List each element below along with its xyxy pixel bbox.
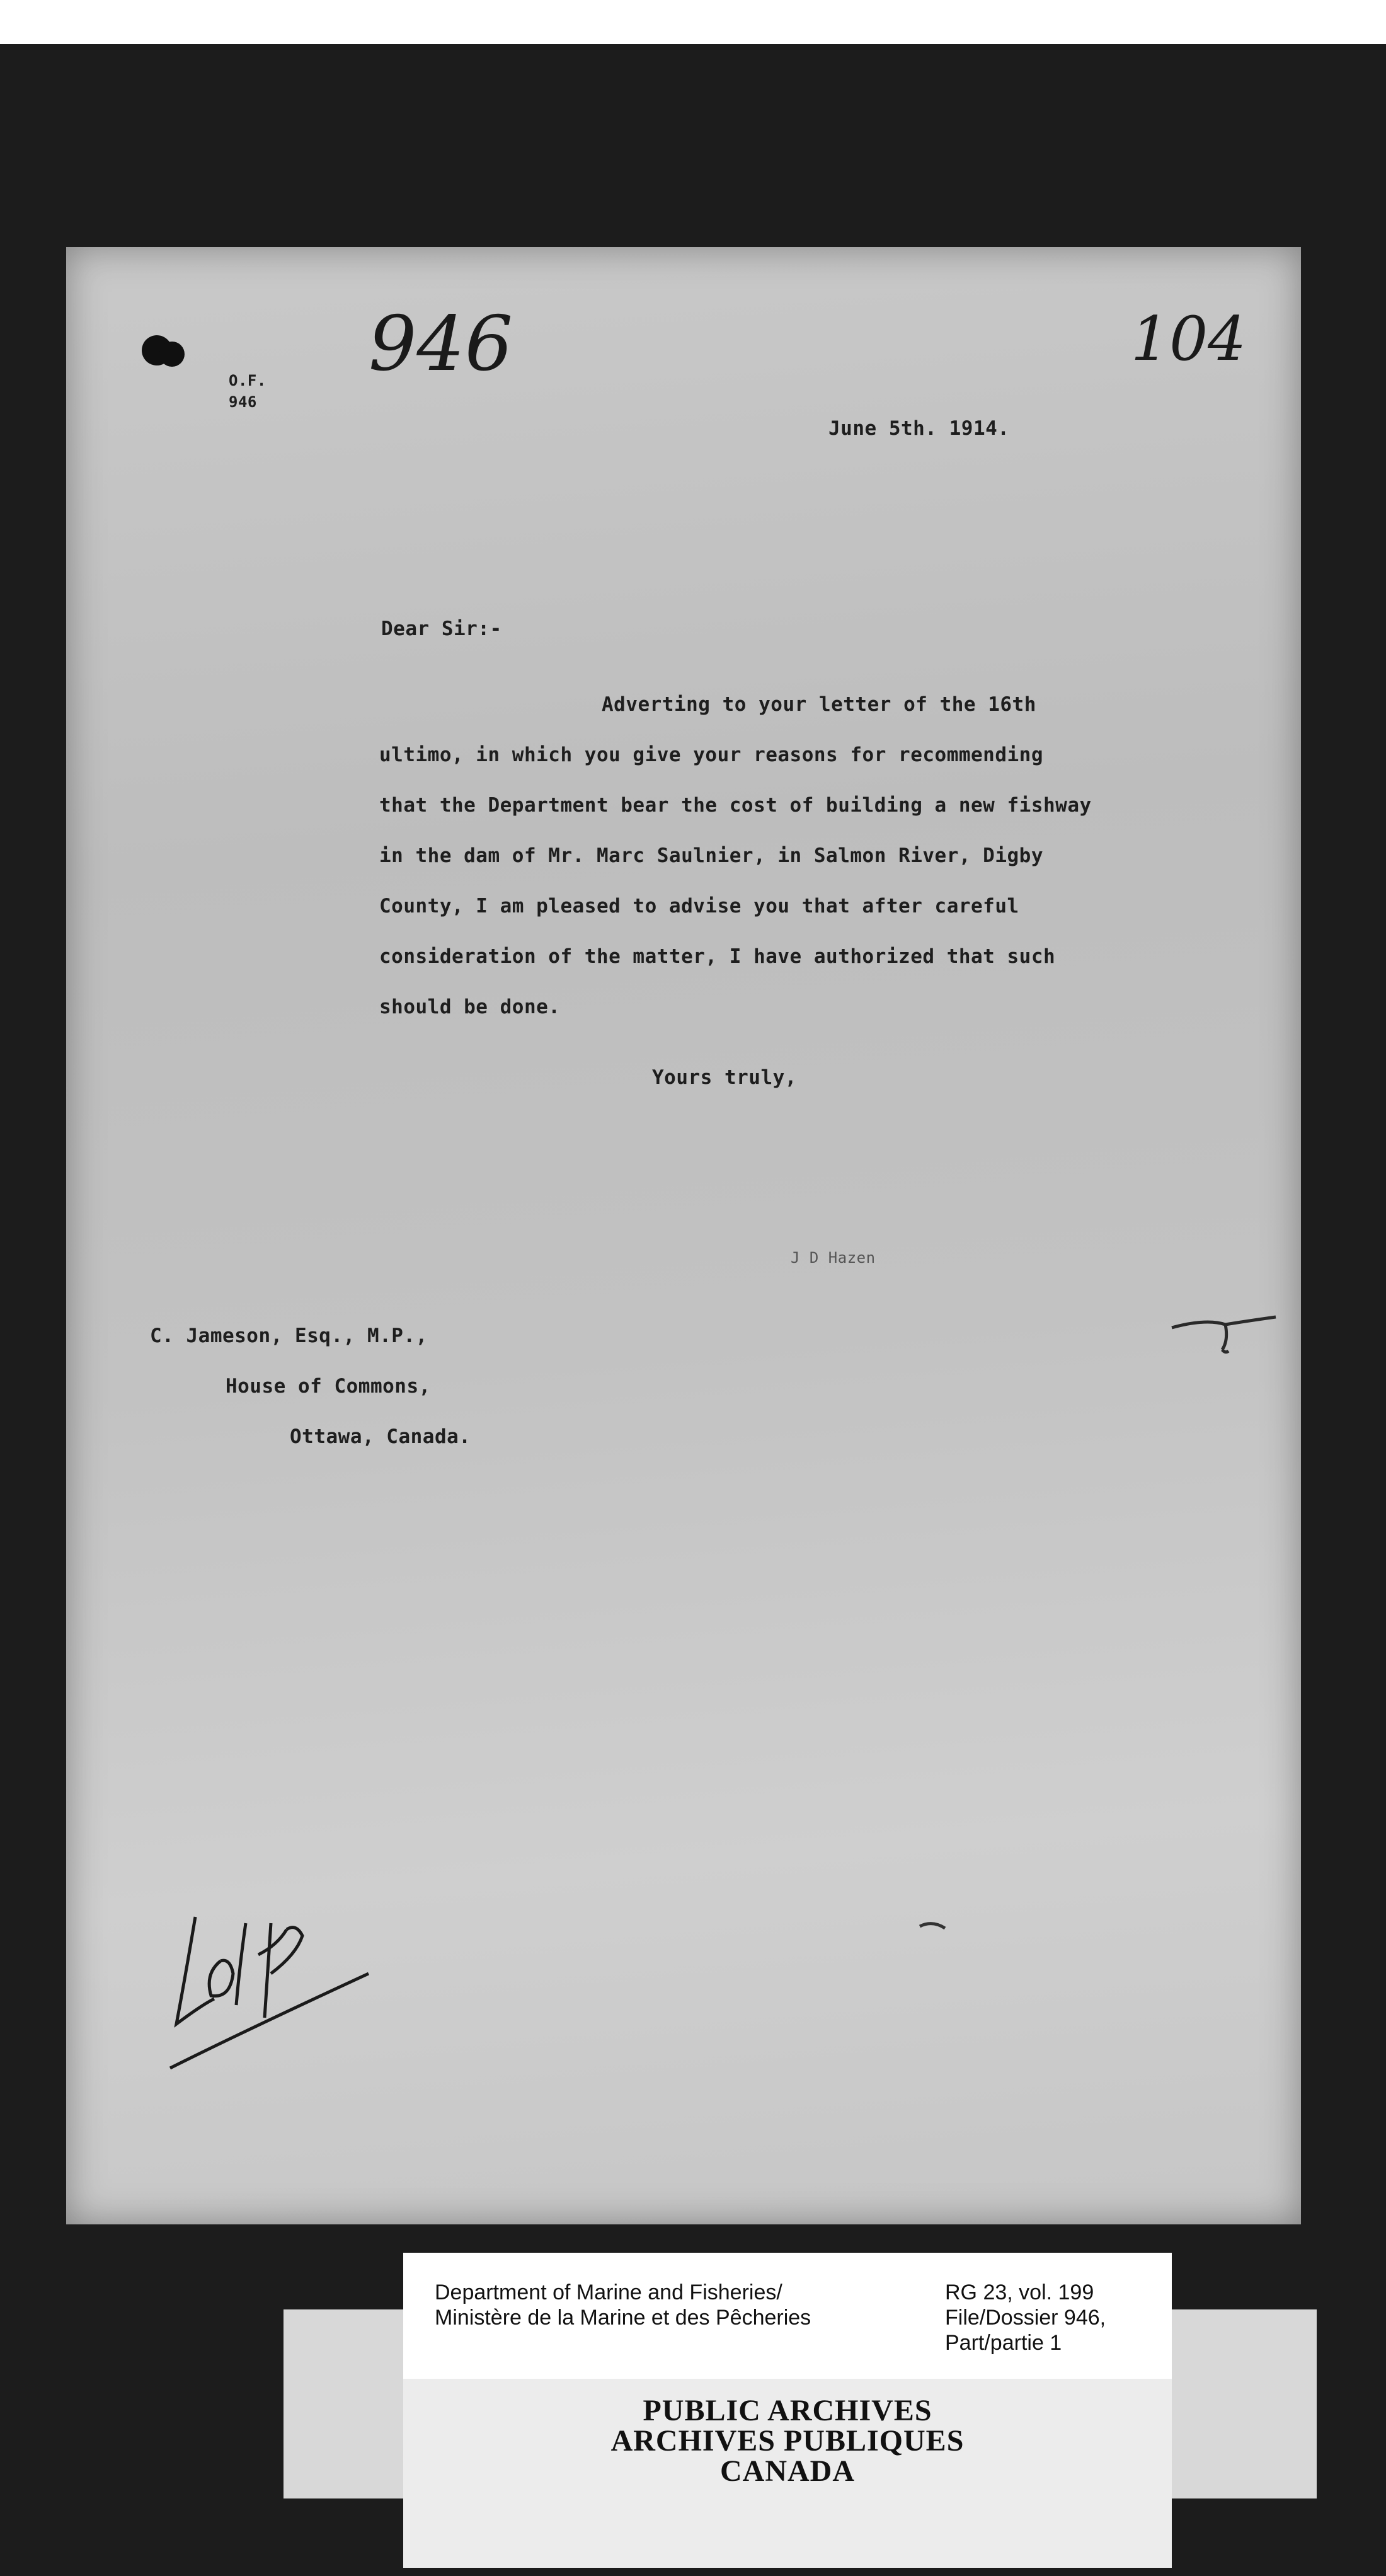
handwritten-initials: [151, 1879, 378, 2087]
stamp-line: PUBLIC ARCHIVES: [643, 2394, 932, 2427]
file-ref-line-2: 946: [229, 393, 257, 411]
body-line: in the dam of Mr. Marc Saulnier, in Salmon River, Digby: [379, 844, 1043, 867]
body-line: Adverting to your letter of the 16th: [602, 693, 1036, 716]
punch-hole: [159, 342, 185, 367]
handwritten-file-number: 946: [369, 301, 513, 388]
recipient-line: House of Commons,: [226, 1375, 431, 1398]
closing: Yours truly,: [652, 1066, 797, 1089]
record-group: RG 23, vol. 199: [945, 2280, 1094, 2304]
body-line: County, I am pleased to advise you that after careful: [379, 895, 1019, 917]
stamp-line: ARCHIVES PUBLIQUES: [610, 2424, 965, 2458]
file-ref-line-1: O.F.: [229, 372, 266, 389]
dept-name-en: Department of Marine and Fisheries/: [435, 2280, 782, 2304]
body-line: should be done.: [379, 996, 561, 1018]
file-dossier: File/Dossier 946,: [945, 2306, 1106, 2330]
signature: J D Hazen: [791, 1249, 876, 1267]
recipient-line: Ottawa, Canada.: [290, 1425, 471, 1448]
stamp-line: CANADA: [720, 2454, 855, 2488]
letter-date: June 5th. 1914.: [828, 417, 1010, 440]
body-line: that the Department bear the cost of building a new fishway: [379, 794, 1092, 817]
ink-speck: [917, 1917, 954, 1936]
pencil-check-mark: [1169, 1312, 1282, 1362]
dept-name-fr: Ministère de la Marine et des Pêcheries: [435, 2306, 811, 2330]
salutation: Dear Sir:-: [381, 618, 502, 640]
body-line: ultimo, in which you give your reasons for recommending: [379, 744, 1043, 766]
letter-sheet: [66, 247, 1301, 2224]
handwritten-page-number: 104: [1131, 304, 1247, 374]
part-partie: Part/partie 1: [945, 2331, 1062, 2355]
recipient-line: C. Jameson, Esq., M.P.,: [150, 1325, 428, 1347]
body-line: consideration of the matter, I have authorized that such: [379, 945, 1056, 968]
archives-stamp: [403, 2396, 1172, 2487]
